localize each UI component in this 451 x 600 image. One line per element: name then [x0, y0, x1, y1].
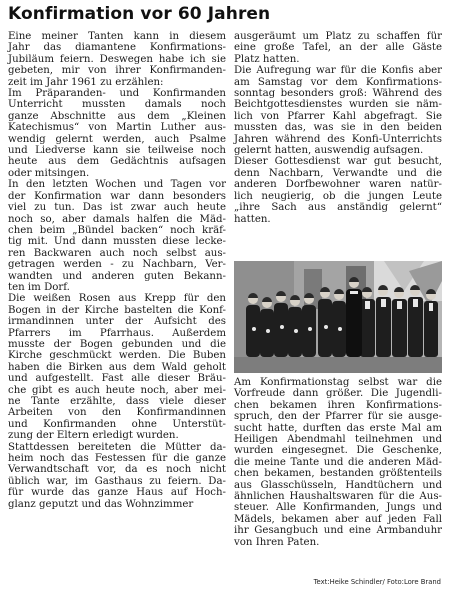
- text-line: Eine meiner Tanten kann in diesem: [8, 31, 226, 42]
- text-line: ren Backwaren auch noch selbst aus-: [8, 247, 226, 259]
- text-line: Die Aufregung war für die Konfis aber: [234, 65, 442, 77]
- text-line: die meine Tante und die anderen Mäd-: [234, 456, 442, 468]
- text-line: ähnlichen Haushaltswaren für die Aus-: [234, 491, 442, 503]
- text-line: Vorfreude dann größer. Die Jugendli-: [234, 388, 442, 400]
- text-line: und aufgestellt. Fast alle dieser Bräu-: [8, 373, 226, 385]
- text-line: heute aus dem Gedächtnis aufsagen: [8, 156, 226, 168]
- text-line: tig mit. Und dann mussten diese lecke-: [8, 236, 226, 248]
- text-line: ne Tante erzählte, dass viele dieser: [8, 396, 226, 407]
- text-line: ganze Abschnitte aus dem „Kleinen: [8, 110, 226, 122]
- text-line: Im Präparanden- und Konfirmanden: [8, 88, 226, 100]
- text-line: gelernt hatten, auswendig aufsagen.: [234, 145, 424, 157]
- text-line: hatten.: [234, 213, 271, 225]
- text-line: am Samstag vor dem Konfirmations-: [234, 76, 442, 88]
- text-line: üblich war, im Gasthaus zu feiern. Da-: [8, 475, 226, 487]
- text-line: Jahr das diamantene Konfirmations-: [8, 42, 226, 54]
- text-line: ten im Dorf.: [8, 281, 70, 293]
- text-line: chen beim „Bündel backen“ noch kräf-: [8, 224, 226, 236]
- confirmation-group-photo: [234, 261, 442, 373]
- text-line: für wurde das ganze Haus auf Hoch-: [8, 487, 226, 499]
- text-line: lich neugierig, ob die jungen Leute: [234, 190, 442, 202]
- text-line: wendig gelernt werden, auch Psalme: [8, 133, 226, 145]
- text-line: Die weißen Rosen aus Krepp für den: [8, 293, 226, 305]
- text-line: von Ihren Paten.: [234, 536, 320, 548]
- article-column-left: [8, 31, 226, 510]
- text-line: Dieser Gottesdienst war gut besucht,: [234, 156, 442, 168]
- text-line: wandten und anderen guten Bekann-: [8, 270, 226, 282]
- text-line: Bogen in der Kirche bastelten die Konf-: [8, 304, 226, 316]
- text-line: lich von Pfarrer Kahl abgefragt. Sie: [234, 110, 442, 122]
- text-line: zeit im Jahr 1961 zu erzählen:: [8, 76, 164, 88]
- text-line: Verwandtschaft vor, da es noch nicht: [8, 464, 226, 476]
- text-line: Kirche geschmückt werden. Die Buben: [8, 350, 226, 362]
- text-line: ausgeräumt um Platz zu schaffen für: [234, 31, 442, 42]
- text-line: aus Glasschüsseln, Handtüchern und: [234, 479, 442, 491]
- text-line: irmandinnen unter der Aufsicht des: [8, 316, 226, 328]
- text-line: und Konfirmanden ohne Unterstüt-: [8, 418, 226, 430]
- text-line: oder mitsingen.: [8, 167, 90, 179]
- text-line: Jahren während des Konfi-Unterrichts: [234, 133, 442, 145]
- text-line: eine große Tafel, an der alle Gäste: [234, 42, 442, 54]
- text-line: noch so, aber damals halfen die Mäd-: [8, 213, 226, 225]
- text-line: und Liedverse kann sie teilweise noch: [8, 145, 226, 157]
- text-line: glanz geputzt und das Wohnzimmer: [8, 498, 194, 510]
- text-line: heim noch das Festessen für die ganze: [8, 453, 226, 465]
- text-line: steuer. Alle Konfirmanden, Jungs und: [234, 502, 442, 514]
- text-line: musste der Bogen gebunden und die: [8, 338, 226, 350]
- text-line: chen bekamen, bestanden größtenteils: [234, 468, 442, 480]
- text-line: Jubiläum feiern. Deswegen habe ich sie: [8, 53, 226, 65]
- text-line: getragen werden - zu Nachbarn, Ver-: [8, 259, 226, 271]
- text-line: sucht hatte, durften das erste Mal am: [234, 422, 442, 434]
- text-line: Stattdessen bereiteten die Mütter da-: [8, 441, 226, 453]
- text-line: Unterricht mussten damals noch: [8, 99, 226, 111]
- text-line: viel zu tun. Das ist zwar auch heute: [8, 202, 226, 214]
- text-line: chen bekamen ihren Konfirmations-: [234, 399, 442, 411]
- text-line: anderen Dorfbewohner waren natür-: [234, 179, 442, 191]
- text-line: sonntag besonders groß: Während des: [234, 88, 442, 100]
- article-title: Konfirmation vor 60 Jahren: [8, 4, 271, 24]
- photo-credit: Text:Heike Schindler/ Foto:Lore Brand: [313, 578, 441, 586]
- text-line: Pfarrers im Pfarrhaus. Außerdem: [8, 327, 226, 339]
- text-line: Mädels, bekamen aber auf jeden Fall: [234, 513, 442, 525]
- text-line: „ihre Sach aus anständig gelernt“: [234, 202, 442, 214]
- text-line: zung der Eltern erledigt wurden.: [8, 430, 179, 442]
- text-line: gebeten, mir von ihrer Konfirmanden-: [8, 65, 226, 77]
- text-line: der Konfirmation war dann besonders: [8, 190, 226, 202]
- text-line: Heiligen Abendmahl teilnehmen und: [234, 434, 442, 446]
- text-line: Am Konfirmationstag selbst war die: [234, 377, 442, 388]
- text-line: mussten das, was sie in den beiden: [234, 122, 442, 134]
- text-line: wurden eingesegnet. Die Geschenke,: [234, 445, 442, 457]
- text-line: haben die Birken aus dem Wald geholt: [8, 361, 226, 373]
- text-line: ihr Gesangbuch und eine Armbanduhr: [234, 525, 442, 537]
- article-column-right-top: [234, 31, 442, 225]
- text-line: denn Nachbarn, Verwandte und die: [234, 167, 442, 179]
- text-line: Katechismus“ von Martin Luther aus-: [8, 122, 226, 134]
- text-line: Arbeiten von den Konfirmandinnen: [8, 407, 226, 419]
- text-line: che gibt es auch heute noch, aber mei-: [8, 384, 226, 396]
- text-line: In den letzten Wochen und Tagen vor: [8, 179, 226, 191]
- text-line: Platz hatten.: [234, 53, 300, 65]
- text-line: spruch, den der Pfarrer für sie ausge-: [234, 411, 442, 423]
- article-column-right-bottom: [234, 377, 442, 548]
- text-line: Beichtgottesdienstes wurden sie näm-: [234, 99, 442, 111]
